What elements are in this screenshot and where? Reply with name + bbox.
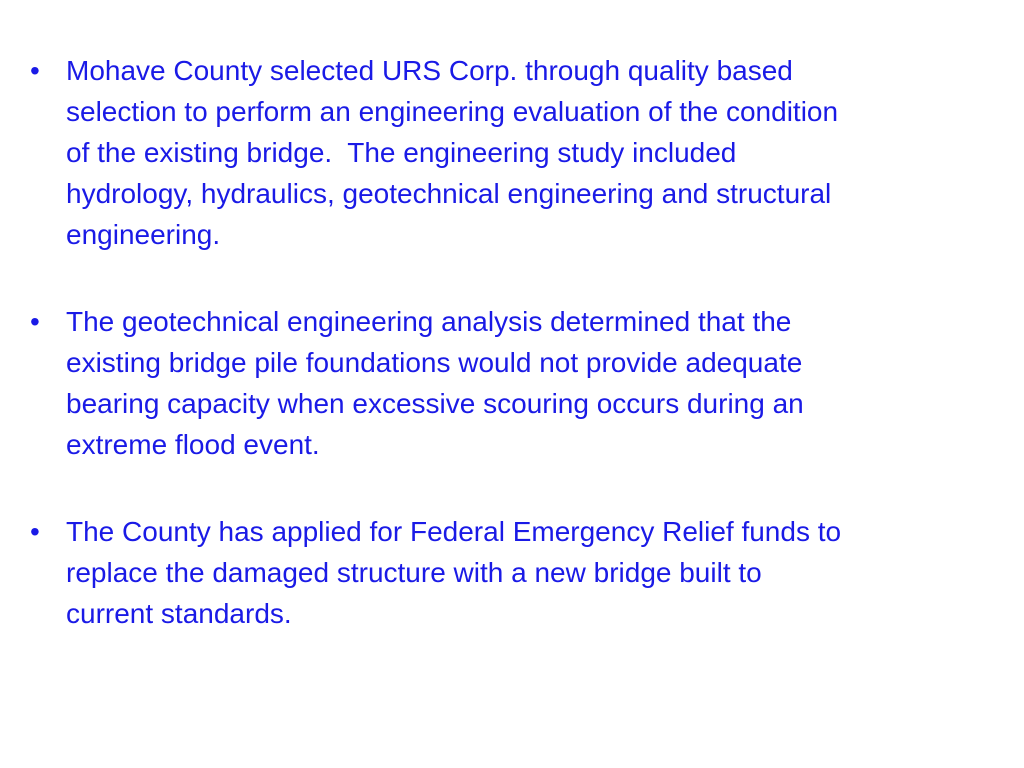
bullet-item-geotechnical-analysis — [26, 301, 1016, 465]
bullet-item-federal-relief-funds — [26, 511, 1016, 634]
text-line: existing bridge pile foundations would not provide adequate — [66, 347, 803, 378]
bullet-list — [26, 50, 1016, 680]
text-line: selection to perform an engineering evaluation of the condition — [66, 96, 839, 127]
text-line: Mohave County selected URS Corp. through quality based — [66, 55, 793, 86]
text-line: The County has applied for Federal Emergency Relief funds to — [66, 516, 842, 547]
bullet-marker: • — [30, 516, 40, 547]
text-line: current standards. — [66, 598, 292, 629]
text-line: bearing capacity when excessive scouring occurs during an — [66, 388, 804, 419]
bullet-item-urs-selection — [26, 50, 1016, 255]
text-line: The geotechnical engineering analysis determined that the — [66, 306, 792, 337]
bullet-marker: • — [30, 55, 40, 86]
bullet-text — [66, 301, 1016, 465]
bullet-marker: • — [30, 306, 40, 337]
text-line: hydrology, hydraulics, geotechnical engineering and structural — [66, 178, 832, 209]
text-line: extreme flood event. — [66, 429, 320, 460]
bullet-text — [66, 511, 1016, 634]
text-line: replace the damaged structure with a new bridge built to — [66, 557, 762, 588]
text-line: engineering. — [66, 219, 221, 250]
bullet-text — [66, 50, 1016, 255]
text-line: of the existing bridge. The engineering study included — [66, 137, 737, 168]
